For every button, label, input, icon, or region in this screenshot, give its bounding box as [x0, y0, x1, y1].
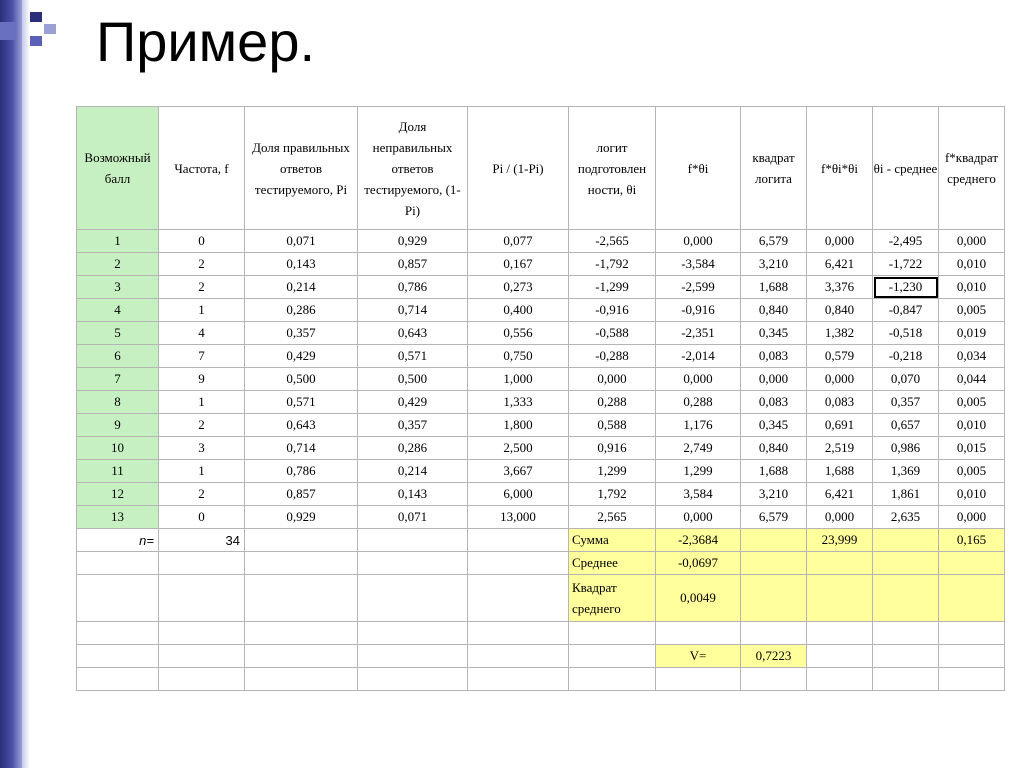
table-cell[interactable] [873, 622, 939, 645]
table-cell[interactable] [569, 622, 656, 645]
table-cell[interactable]: 0,643 [358, 322, 468, 345]
table-cell[interactable] [468, 575, 569, 622]
table-cell[interactable]: 0,000 [741, 368, 807, 391]
table-cell[interactable]: 7 [159, 345, 245, 368]
table-cell[interactable]: 2 [159, 276, 245, 299]
table-cell[interactable]: 0,000 [939, 506, 1005, 529]
table-cell[interactable]: 0,714 [245, 437, 358, 460]
table-cell[interactable]: 0,840 [741, 299, 807, 322]
table-cell[interactable]: 0,000 [656, 506, 741, 529]
table-row [77, 322, 1005, 345]
table-cell[interactable]: 0,083 [741, 345, 807, 368]
table-cell[interactable]: 1,000 [468, 368, 569, 391]
table-cell[interactable]: 0,000 [656, 368, 741, 391]
table-cell[interactable] [358, 622, 468, 645]
table-cell[interactable]: 0,556 [468, 322, 569, 345]
table-cell[interactable] [873, 529, 939, 552]
table-cell[interactable] [358, 668, 468, 691]
table-cell[interactable]: 1 [159, 460, 245, 483]
table-cell[interactable]: 0,579 [807, 345, 873, 368]
table-cell[interactable]: 1,800 [468, 414, 569, 437]
table-cell[interactable]: 0,083 [807, 391, 873, 414]
table-cell[interactable]: 0,657 [873, 414, 939, 437]
table-cell[interactable]: 0,345 [741, 322, 807, 345]
table-cell[interactable]: -1,230 [873, 276, 939, 299]
table-cell[interactable]: 3 [77, 276, 159, 299]
table-cell[interactable]: 0,345 [741, 414, 807, 437]
table-cell[interactable]: 0,077 [468, 230, 569, 253]
table-cell[interactable]: 1,299 [656, 460, 741, 483]
header-row [77, 107, 1005, 230]
table-cell[interactable]: 0,857 [245, 483, 358, 506]
table-cell[interactable]: 6,000 [468, 483, 569, 506]
table-cell[interactable]: 0,929 [245, 506, 358, 529]
table-cell[interactable]: 0,286 [358, 437, 468, 460]
table-cell[interactable]: 0,500 [358, 368, 468, 391]
table-cell[interactable]: 0,010 [939, 483, 1005, 506]
table-cell[interactable] [873, 668, 939, 691]
table-cell[interactable]: 3 [159, 437, 245, 460]
table-cell[interactable]: 0,400 [468, 299, 569, 322]
table-row [77, 529, 1005, 552]
table-cell[interactable]: 1,688 [741, 460, 807, 483]
table-cell[interactable]: 0,750 [468, 345, 569, 368]
table-cell[interactable]: 2,519 [807, 437, 873, 460]
table-cell[interactable]: 0,005 [939, 391, 1005, 414]
table-row [77, 506, 1005, 529]
table-cell[interactable]: 0 [159, 230, 245, 253]
table-cell[interactable]: -2,599 [656, 276, 741, 299]
table-cell[interactable]: 0,167 [468, 253, 569, 276]
table-cell[interactable]: 0 [159, 506, 245, 529]
table-cell[interactable]: 0,286 [245, 299, 358, 322]
table-cell[interactable]: 0,840 [807, 299, 873, 322]
table-cell[interactable]: 0,357 [358, 414, 468, 437]
table-row [77, 437, 1005, 460]
table-cell[interactable] [741, 575, 807, 622]
mean-label[interactable]: Среднее [569, 552, 656, 575]
header-cell[interactable]: квадрат логита [741, 107, 807, 230]
table-cell[interactable]: 1,688 [741, 276, 807, 299]
table-cell[interactable] [159, 668, 245, 691]
table-cell[interactable]: 6,579 [741, 230, 807, 253]
table-cell[interactable]: 2 [159, 414, 245, 437]
table-row [77, 575, 1005, 622]
n-value[interactable]: 34 [159, 529, 245, 552]
table-cell[interactable] [468, 529, 569, 552]
header-cell[interactable]: θi - среднее [873, 107, 939, 230]
table-cell[interactable]: 4 [159, 322, 245, 345]
table-cell[interactable] [807, 552, 873, 575]
table-cell[interactable]: 4 [77, 299, 159, 322]
decor-square [44, 24, 56, 34]
table-cell[interactable]: 0,691 [807, 414, 873, 437]
left-decor-bar [0, 0, 22, 768]
table-cell[interactable]: -0,518 [873, 322, 939, 345]
table-cell[interactable]: 0,005 [939, 460, 1005, 483]
table-cell[interactable] [656, 668, 741, 691]
table-cell[interactable]: 0,005 [939, 299, 1005, 322]
table-cell[interactable]: 1,688 [807, 460, 873, 483]
table-cell[interactable]: 2 [159, 253, 245, 276]
sqmean-label[interactable]: Квадрат среднего [569, 575, 656, 622]
table-cell[interactable] [159, 552, 245, 575]
table-cell[interactable]: 0,010 [939, 414, 1005, 437]
table-cell[interactable]: 3,667 [468, 460, 569, 483]
table-cell[interactable] [245, 668, 358, 691]
table-cell[interactable]: -2,565 [569, 230, 656, 253]
table-row [77, 668, 1005, 691]
table-cell[interactable] [77, 622, 159, 645]
table-cell[interactable]: 0,588 [569, 414, 656, 437]
table-cell[interactable]: -1,722 [873, 253, 939, 276]
table-cell[interactable] [873, 552, 939, 575]
header-cell[interactable]: f*квадрат среднего [939, 107, 1005, 230]
table-cell[interactable] [807, 668, 873, 691]
table-cell[interactable] [569, 645, 656, 668]
left-decor-gradient [22, 0, 30, 768]
table-cell[interactable] [468, 645, 569, 668]
table-cell[interactable]: 3,210 [741, 253, 807, 276]
table-cell[interactable]: 0,429 [245, 345, 358, 368]
table-cell[interactable]: 0,214 [358, 460, 468, 483]
table-cell[interactable]: -2,014 [656, 345, 741, 368]
table-cell[interactable]: 0,083 [741, 391, 807, 414]
decor-square [30, 12, 42, 22]
table-row [77, 391, 1005, 414]
table-cell[interactable]: 0,000 [807, 230, 873, 253]
sum-ftheta[interactable]: -2,3684 [656, 529, 741, 552]
table-cell[interactable] [939, 552, 1005, 575]
table-cell[interactable]: -0,916 [656, 299, 741, 322]
table-cell[interactable] [939, 645, 1005, 668]
table-cell[interactable]: -3,584 [656, 253, 741, 276]
table-cell[interactable]: 0,500 [245, 368, 358, 391]
table-cell[interactable] [807, 575, 873, 622]
table-cell[interactable] [741, 552, 807, 575]
table-cell[interactable] [245, 575, 358, 622]
table-cell[interactable]: 0,000 [807, 506, 873, 529]
table-cell[interactable] [468, 622, 569, 645]
table-cell[interactable]: -2,351 [656, 322, 741, 345]
mean-value[interactable]: -0,0697 [656, 552, 741, 575]
table-row [77, 460, 1005, 483]
table-cell[interactable] [358, 552, 468, 575]
sum-label[interactable]: Сумма [569, 529, 656, 552]
table-cell[interactable]: 0,357 [245, 322, 358, 345]
table-cell[interactable]: 0,929 [358, 230, 468, 253]
data-table [76, 106, 1005, 691]
table-row [77, 230, 1005, 253]
table-cell[interactable] [939, 575, 1005, 622]
table-cell[interactable]: 0,857 [358, 253, 468, 276]
table-cell[interactable]: 9 [77, 414, 159, 437]
table-cell[interactable]: 0,571 [245, 391, 358, 414]
table-cell[interactable]: 0,714 [358, 299, 468, 322]
table-cell[interactable] [245, 552, 358, 575]
table-cell[interactable]: 1,176 [656, 414, 741, 437]
table-cell[interactable]: 2,749 [656, 437, 741, 460]
table-cell[interactable] [656, 622, 741, 645]
table-cell[interactable]: 0,015 [939, 437, 1005, 460]
table-cell[interactable] [77, 575, 159, 622]
table-cell[interactable]: 12 [77, 483, 159, 506]
v-value[interactable]: 0,7223 [741, 645, 807, 668]
table-cell[interactable]: -0,847 [873, 299, 939, 322]
table-cell[interactable]: 1 [159, 391, 245, 414]
table-cell[interactable]: 5 [77, 322, 159, 345]
table-cell[interactable] [569, 668, 656, 691]
table-cell[interactable]: 7 [77, 368, 159, 391]
table-cell[interactable] [741, 668, 807, 691]
table-cell[interactable]: 6 [77, 345, 159, 368]
sum-fsq[interactable]: 0,165 [939, 529, 1005, 552]
table-cell[interactable] [468, 552, 569, 575]
table-cell[interactable]: 2 [77, 253, 159, 276]
table-cell[interactable]: 0,000 [939, 230, 1005, 253]
table-cell[interactable] [939, 622, 1005, 645]
table-row [77, 276, 1005, 299]
header-cell[interactable]: Доля правильных ответов тестируемого, Pi [245, 107, 358, 230]
table-row [77, 345, 1005, 368]
table-cell[interactable]: 0,916 [569, 437, 656, 460]
table-cell[interactable]: 1 [77, 230, 159, 253]
table-cell[interactable]: 0,044 [939, 368, 1005, 391]
table-cell[interactable]: 10 [77, 437, 159, 460]
table-cell[interactable]: 6,579 [741, 506, 807, 529]
table-cell[interactable]: 1,861 [873, 483, 939, 506]
header-cell[interactable]: Pi / (1-Pi) [468, 107, 569, 230]
table-cell[interactable]: 0,288 [656, 391, 741, 414]
table-cell[interactable]: 0,010 [939, 276, 1005, 299]
table-row [77, 622, 1005, 645]
table-cell[interactable]: 0,357 [873, 391, 939, 414]
table-cell[interactable]: 3,376 [807, 276, 873, 299]
table-cell[interactable]: 8 [77, 391, 159, 414]
table-row [77, 368, 1005, 391]
header-cell[interactable]: Возможный балл [77, 107, 159, 230]
table-cell[interactable] [358, 529, 468, 552]
table-cell[interactable]: 2,565 [569, 506, 656, 529]
slide-title: Пример. [96, 10, 316, 73]
table-cell[interactable] [159, 575, 245, 622]
header-cell[interactable]: логит подготовлен ности, θi [569, 107, 656, 230]
table-cell[interactable] [939, 668, 1005, 691]
table-cell[interactable]: -2,495 [873, 230, 939, 253]
table-cell[interactable] [358, 575, 468, 622]
table-cell[interactable]: 0,019 [939, 322, 1005, 345]
header-cell[interactable]: f*θi*θi [807, 107, 873, 230]
table-cell[interactable] [159, 645, 245, 668]
table-cell[interactable]: 0,000 [569, 368, 656, 391]
table-cell[interactable]: 1,333 [468, 391, 569, 414]
table-cell[interactable] [873, 645, 939, 668]
table-cell[interactable]: 1,299 [569, 460, 656, 483]
table-cell[interactable] [358, 645, 468, 668]
table-cell[interactable] [77, 668, 159, 691]
table-cell[interactable] [468, 668, 569, 691]
table-cell[interactable]: 1,369 [873, 460, 939, 483]
table-row [77, 552, 1005, 575]
table-cell[interactable] [245, 622, 358, 645]
table-cell[interactable]: 0,786 [245, 460, 358, 483]
table-cell[interactable]: 0,071 [245, 230, 358, 253]
table-cell[interactable]: 11 [77, 460, 159, 483]
table-cell[interactable]: 3,584 [656, 483, 741, 506]
table-cell[interactable]: 3,210 [741, 483, 807, 506]
table-row [77, 645, 1005, 668]
table-cell[interactable]: -0,916 [569, 299, 656, 322]
table-cell[interactable]: 0,273 [468, 276, 569, 299]
table-cell[interactable] [77, 645, 159, 668]
table-cell[interactable]: -0,218 [873, 345, 939, 368]
table-cell[interactable]: 13 [77, 506, 159, 529]
table-cell[interactable]: 0,034 [939, 345, 1005, 368]
table-cell[interactable]: -1,299 [569, 276, 656, 299]
table-cell[interactable]: 0,000 [656, 230, 741, 253]
table-cell[interactable]: 0,071 [358, 506, 468, 529]
table-cell[interactable] [873, 575, 939, 622]
header-cell[interactable]: Частота, f [159, 107, 245, 230]
table-row [77, 253, 1005, 276]
table-cell[interactable]: 0,143 [245, 253, 358, 276]
table-cell[interactable]: 0,010 [939, 253, 1005, 276]
table-cell[interactable]: 6,421 [807, 483, 873, 506]
table-cell[interactable] [245, 529, 358, 552]
table-cell[interactable]: -0,588 [569, 322, 656, 345]
table-row [77, 483, 1005, 506]
table-cell[interactable] [807, 622, 873, 645]
table-cell[interactable]: 1,792 [569, 483, 656, 506]
table-cell[interactable]: 0,786 [358, 276, 468, 299]
decor-square [30, 36, 42, 46]
table-cell[interactable]: 13,000 [468, 506, 569, 529]
table-cell[interactable]: 1 [159, 299, 245, 322]
table-cell[interactable] [159, 622, 245, 645]
table-cell[interactable] [741, 622, 807, 645]
table-cell[interactable]: 0,840 [741, 437, 807, 460]
table-cell[interactable] [77, 552, 159, 575]
table-cell[interactable]: 2 [159, 483, 245, 506]
header-cell[interactable]: Доля неправильных ответов тестируемого, (1-Pi) [358, 107, 468, 230]
table-cell[interactable]: 0,288 [569, 391, 656, 414]
table-cell[interactable] [741, 529, 807, 552]
n-label[interactable]: n= [77, 529, 159, 552]
sqmean-value[interactable]: 0,0049 [656, 575, 741, 622]
table-cell[interactable]: -1,792 [569, 253, 656, 276]
table-cell[interactable]: 0,143 [358, 483, 468, 506]
table-cell[interactable] [245, 645, 358, 668]
table-cell[interactable]: 1,382 [807, 322, 873, 345]
sum-fthetatheta[interactable]: 23,999 [807, 529, 873, 552]
table-cell[interactable]: 2,635 [873, 506, 939, 529]
table-cell[interactable]: 0,643 [245, 414, 358, 437]
decor-square [0, 22, 16, 40]
table-cell[interactable]: 0,986 [873, 437, 939, 460]
table-cell[interactable]: -0,288 [569, 345, 656, 368]
table-row [77, 414, 1005, 437]
table-cell[interactable]: 0,571 [358, 345, 468, 368]
table-cell[interactable]: 0,000 [807, 368, 873, 391]
table-cell[interactable]: 0,214 [245, 276, 358, 299]
table-cell[interactable]: 0,070 [873, 368, 939, 391]
table-cell[interactable]: 9 [159, 368, 245, 391]
table-cell[interactable] [807, 645, 873, 668]
table-cell[interactable]: 6,421 [807, 253, 873, 276]
table-cell[interactable]: 2,500 [468, 437, 569, 460]
table-cell[interactable]: 0,429 [358, 391, 468, 414]
table-row [77, 299, 1005, 322]
v-label[interactable]: V= [656, 645, 741, 668]
header-cell[interactable]: f*θi [656, 107, 741, 230]
